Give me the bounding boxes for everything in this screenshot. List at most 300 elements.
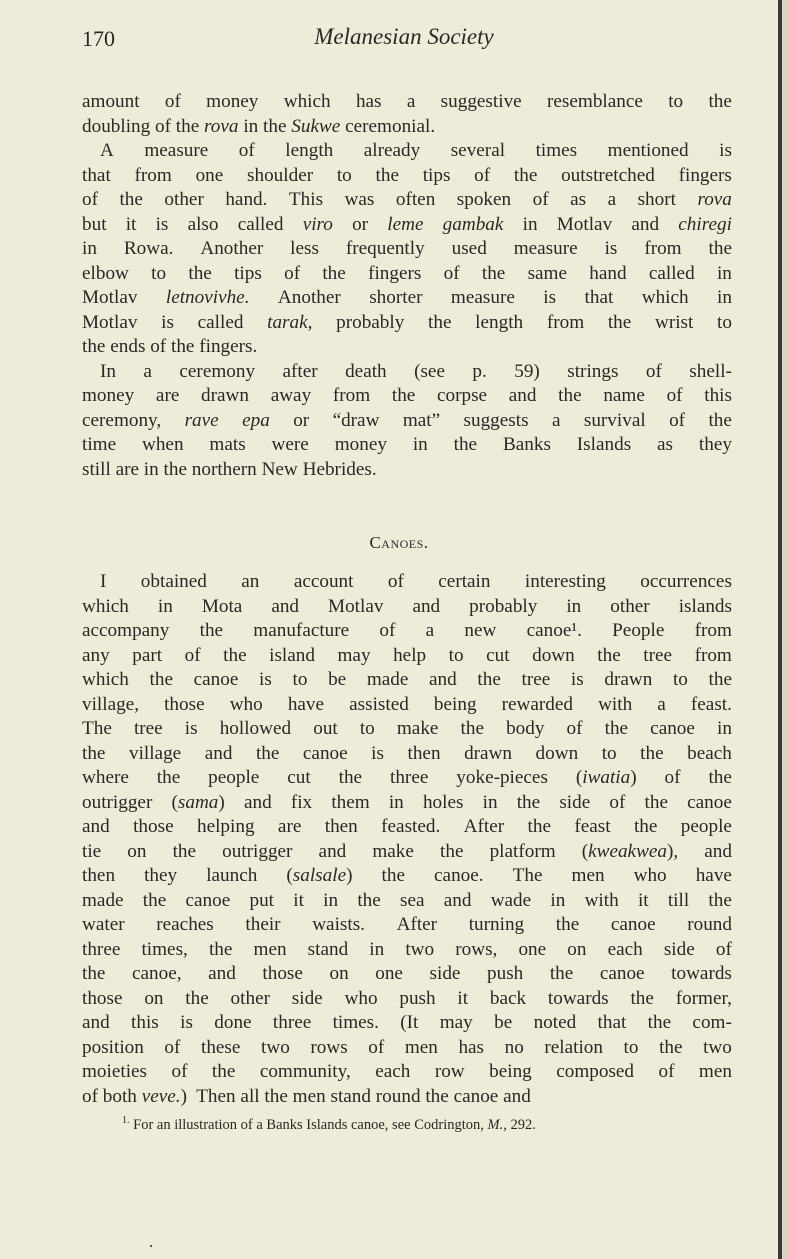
text-run: that xyxy=(82,164,111,186)
text-run: of xyxy=(645,360,662,382)
word xyxy=(667,384,683,409)
word xyxy=(679,164,732,189)
word xyxy=(82,864,115,889)
word xyxy=(699,433,732,458)
word xyxy=(676,987,732,1012)
text-run: towards xyxy=(547,987,609,1009)
word xyxy=(689,360,732,385)
text-run: position xyxy=(82,1036,144,1058)
word xyxy=(571,668,584,693)
word xyxy=(292,987,323,1012)
text-run: of xyxy=(164,91,181,112)
text-run: the xyxy=(558,385,582,406)
text-run: to xyxy=(448,644,464,666)
word xyxy=(646,360,662,385)
text-run: those xyxy=(133,816,174,837)
text-run: of xyxy=(368,1036,385,1058)
word xyxy=(82,840,101,865)
text-run: The xyxy=(82,718,112,739)
word xyxy=(390,766,428,791)
text-run: same xyxy=(527,262,568,284)
word xyxy=(605,237,618,262)
text-line xyxy=(82,237,732,262)
word xyxy=(269,644,315,669)
word xyxy=(556,1060,634,1085)
word xyxy=(673,668,688,693)
word xyxy=(517,791,540,816)
word xyxy=(196,164,224,189)
word xyxy=(608,311,631,336)
text-run: certain xyxy=(438,571,491,592)
word xyxy=(164,693,205,718)
text-run: less xyxy=(290,238,319,259)
text-run: length xyxy=(285,140,334,161)
text-run: make xyxy=(372,840,414,862)
text-run: wade xyxy=(490,889,532,911)
word xyxy=(400,1011,418,1036)
word xyxy=(525,570,606,595)
text-run: ceremony xyxy=(179,360,256,382)
word xyxy=(328,668,346,693)
word xyxy=(156,213,169,238)
italic-term: iwatia xyxy=(582,767,631,788)
text-run: from xyxy=(546,311,585,333)
text-run: to xyxy=(717,311,732,333)
text-run: length xyxy=(475,311,524,333)
word xyxy=(222,840,292,865)
text-run: assisted xyxy=(349,693,409,715)
text-run: also xyxy=(187,213,219,235)
word xyxy=(127,840,146,865)
text-run: the xyxy=(481,262,506,284)
text-run: in xyxy=(550,889,566,911)
text-run: which xyxy=(82,669,129,690)
word xyxy=(262,962,303,987)
word xyxy=(290,237,319,262)
word xyxy=(261,1036,290,1061)
word xyxy=(429,668,457,693)
word xyxy=(669,409,685,434)
text-run: feast. xyxy=(690,693,732,715)
word xyxy=(323,889,338,914)
word xyxy=(185,717,198,742)
text-run: ) xyxy=(630,767,637,788)
text-run: on xyxy=(329,963,349,984)
text-run: already xyxy=(363,140,421,161)
text-run: in the xyxy=(238,115,292,137)
text-run: probably xyxy=(336,311,405,333)
text-run: which xyxy=(82,595,129,617)
word xyxy=(400,889,425,914)
text-run: the xyxy=(211,1061,236,1082)
word xyxy=(271,595,299,620)
text-run: amount xyxy=(82,91,140,112)
text-run: of both xyxy=(82,1085,142,1107)
text-run: canoe xyxy=(650,718,695,739)
text-run: yoke-pieces xyxy=(456,767,548,788)
text-block-before xyxy=(82,90,732,482)
word xyxy=(514,360,540,385)
word xyxy=(82,384,134,409)
text-run: suggestive xyxy=(440,91,522,112)
text-run: men xyxy=(253,938,287,960)
text-run: several xyxy=(450,140,506,161)
word xyxy=(454,433,477,458)
text-run: put xyxy=(249,889,274,911)
word xyxy=(194,668,239,693)
word xyxy=(303,213,333,238)
text-run: death xyxy=(345,360,387,382)
word xyxy=(82,595,129,620)
text-run: drawn xyxy=(464,742,513,764)
word xyxy=(437,384,487,409)
word xyxy=(389,791,404,816)
text-run: mat” xyxy=(402,409,441,431)
text-run: is xyxy=(155,213,169,235)
word xyxy=(241,570,259,595)
word xyxy=(375,1060,410,1085)
text-run: spoken xyxy=(456,189,512,210)
word xyxy=(692,1011,731,1036)
word xyxy=(589,262,626,287)
text-run: were xyxy=(271,434,309,455)
text-run: A xyxy=(100,140,114,161)
text-run: with xyxy=(584,889,619,911)
text-run: name xyxy=(603,385,645,406)
word xyxy=(180,1011,193,1036)
word xyxy=(82,262,129,287)
word xyxy=(367,668,409,693)
text-run: on xyxy=(127,840,147,862)
text-run: in xyxy=(482,791,498,813)
italic-term: gambak xyxy=(442,213,504,235)
text-line xyxy=(82,570,732,595)
text-run: new xyxy=(464,620,497,641)
text-run: money xyxy=(334,434,387,455)
text-run: ) xyxy=(346,865,353,886)
text-run: outrigger xyxy=(222,840,293,862)
word xyxy=(671,962,732,987)
text-run: a xyxy=(607,189,617,210)
text-run: the xyxy=(513,164,538,186)
word xyxy=(82,1011,110,1036)
word xyxy=(201,1036,240,1061)
word xyxy=(360,717,375,742)
word xyxy=(634,864,667,889)
text-run: them xyxy=(331,791,370,813)
text-line xyxy=(82,433,732,458)
footnote xyxy=(122,1115,536,1134)
word xyxy=(407,90,416,115)
section-heading: Canoes. xyxy=(369,533,429,552)
word xyxy=(375,962,403,987)
word xyxy=(600,962,645,987)
word xyxy=(208,962,236,987)
word xyxy=(271,384,311,409)
text-run: frequently xyxy=(345,238,425,259)
scan-speck xyxy=(150,1245,152,1247)
word xyxy=(247,164,313,189)
text-run: the xyxy=(322,262,346,284)
text-run: probably xyxy=(469,595,538,617)
text-run: the xyxy=(208,938,233,960)
word xyxy=(489,1060,532,1085)
text-run: out xyxy=(313,718,338,739)
word xyxy=(393,644,426,669)
word xyxy=(598,693,632,718)
text-run: (see xyxy=(414,360,445,382)
text-run: the xyxy=(527,816,551,837)
text-run: short xyxy=(637,189,676,210)
word xyxy=(82,717,112,742)
text-run: is xyxy=(570,669,584,690)
word xyxy=(697,188,731,213)
text-run: the xyxy=(391,385,416,406)
italic-term: sama xyxy=(177,791,219,813)
text-run: This xyxy=(288,189,324,210)
text-run: the xyxy=(477,669,501,690)
text-run: to xyxy=(359,718,375,739)
word xyxy=(289,188,323,213)
word xyxy=(131,1011,159,1036)
word xyxy=(443,213,504,238)
text-run: down xyxy=(535,742,579,764)
word xyxy=(491,889,531,914)
text-run: a xyxy=(657,693,666,715)
text-run: hand xyxy=(589,262,627,284)
word xyxy=(584,409,646,434)
text-run: canoe xyxy=(610,914,656,935)
text-run: of xyxy=(184,644,201,666)
word xyxy=(457,987,468,1012)
text-run: make xyxy=(396,718,439,739)
text-line xyxy=(82,1011,732,1036)
text-run: rewarded xyxy=(501,693,573,715)
text-run: holes xyxy=(422,791,464,813)
text-run: the xyxy=(633,816,658,837)
word xyxy=(609,791,625,816)
text-run: ceremonial. xyxy=(340,115,436,137)
text-run: from xyxy=(694,644,732,666)
text-run: and xyxy=(82,1012,110,1033)
text-run: the xyxy=(142,889,167,911)
text-run: hollowed xyxy=(219,718,292,739)
word xyxy=(325,815,358,840)
italic-term: letnovivhe. xyxy=(165,287,250,308)
text-run: the xyxy=(149,669,173,690)
word xyxy=(585,889,619,914)
word xyxy=(185,409,219,434)
word xyxy=(291,791,312,816)
text-run: of xyxy=(379,620,396,641)
text-run: or xyxy=(293,409,310,431)
text-run: be xyxy=(328,669,347,690)
text-run: Motlav xyxy=(556,213,613,235)
word xyxy=(513,864,543,889)
text-run: have xyxy=(287,693,325,715)
text-run: three xyxy=(272,1012,312,1033)
text-run: times, xyxy=(141,938,188,960)
text-run: People xyxy=(612,620,665,641)
word xyxy=(201,384,249,409)
text-run: accompany xyxy=(82,620,170,641)
text-run: the xyxy=(375,164,399,186)
word xyxy=(172,791,225,816)
text-run: ( xyxy=(171,791,178,813)
word xyxy=(205,742,233,767)
text-run: the xyxy=(647,1012,672,1033)
text-run: shell- xyxy=(689,360,732,382)
text-run: tree xyxy=(133,718,163,739)
word xyxy=(352,213,368,238)
word xyxy=(399,987,435,1012)
word xyxy=(561,164,655,189)
word xyxy=(133,815,174,840)
text-run: moieties xyxy=(82,1061,148,1082)
word xyxy=(82,766,129,791)
text-run: done xyxy=(214,1012,252,1033)
text-run: from xyxy=(694,620,732,641)
word xyxy=(82,644,110,669)
word xyxy=(678,213,732,238)
word xyxy=(523,213,538,238)
text-run: often xyxy=(395,189,436,210)
text-run: the xyxy=(223,644,247,666)
text-line xyxy=(82,717,732,742)
word xyxy=(405,938,434,963)
word xyxy=(668,889,689,914)
word xyxy=(412,595,440,620)
word xyxy=(642,286,689,311)
text-line xyxy=(82,595,732,620)
word xyxy=(598,1011,627,1036)
word xyxy=(585,286,614,311)
text-run: Islands xyxy=(576,434,632,455)
italic-term: Sukwe xyxy=(291,115,341,137)
text-run: the xyxy=(156,767,181,788)
word xyxy=(254,938,287,963)
text-run: to xyxy=(292,669,308,690)
text-line xyxy=(82,286,732,311)
word xyxy=(451,139,505,164)
text-run: used xyxy=(451,238,487,259)
text-run: then xyxy=(82,865,116,886)
word xyxy=(132,962,182,987)
word xyxy=(408,742,441,767)
italic-term: salsale xyxy=(292,865,347,886)
text-run: the xyxy=(199,620,224,641)
word xyxy=(357,889,380,914)
italic-term: rova xyxy=(204,115,239,137)
text-run: After xyxy=(463,816,505,837)
text-run: these xyxy=(200,1036,241,1058)
text-run: and xyxy=(318,840,347,862)
text-run: side xyxy=(291,987,323,1009)
word xyxy=(570,188,586,213)
word xyxy=(603,384,645,409)
text-run: occurrences xyxy=(640,571,732,592)
word xyxy=(665,766,681,791)
text-run: feast xyxy=(574,816,611,837)
text-run: I xyxy=(100,571,107,592)
text-run: of xyxy=(666,385,683,406)
text-run: of xyxy=(669,409,686,431)
text-run: or xyxy=(352,213,369,235)
text-run: two xyxy=(261,1036,290,1058)
word xyxy=(521,668,550,693)
text-line xyxy=(82,164,732,189)
word xyxy=(282,360,317,385)
word xyxy=(345,987,378,1012)
text-line xyxy=(82,644,732,669)
word xyxy=(100,139,114,164)
text-run: canoe xyxy=(302,742,348,764)
text-run: the xyxy=(708,91,732,112)
word xyxy=(461,717,484,742)
word xyxy=(212,1060,235,1085)
word xyxy=(490,840,556,865)
italic-term: M. xyxy=(487,1116,504,1133)
text-run: as xyxy=(570,189,587,210)
word xyxy=(577,433,631,458)
text-run: of xyxy=(664,767,681,788)
text-run: those xyxy=(164,693,205,715)
text-run: in xyxy=(717,718,732,739)
word xyxy=(490,987,526,1012)
word xyxy=(368,262,421,287)
text-run: other xyxy=(610,595,650,617)
text-run: other xyxy=(230,987,270,1009)
word xyxy=(337,164,352,189)
text-run: Motlav xyxy=(82,287,138,308)
text-run: the xyxy=(640,742,664,764)
text-run: tie xyxy=(82,840,102,862)
word xyxy=(156,913,214,938)
text-run: to xyxy=(672,669,688,690)
text-line xyxy=(82,139,732,164)
text-run: platform xyxy=(489,840,556,862)
text-run: after xyxy=(282,360,318,382)
word xyxy=(223,644,246,669)
text-run: has xyxy=(458,1036,485,1058)
word xyxy=(509,384,537,409)
text-run: one xyxy=(375,963,403,984)
text-run: men xyxy=(404,1036,438,1058)
word xyxy=(256,742,279,767)
word xyxy=(150,668,173,693)
text-run: measure xyxy=(450,287,515,308)
text-run: ( xyxy=(286,865,293,886)
text-run: ), xyxy=(666,840,679,862)
word xyxy=(82,938,120,963)
text-run: measure xyxy=(513,238,578,259)
text-run: other xyxy=(164,189,204,210)
word xyxy=(650,717,695,742)
italic-term: leme xyxy=(387,213,424,235)
word xyxy=(198,311,244,336)
text-run: back xyxy=(489,987,527,1009)
text-run: in xyxy=(82,238,97,259)
word xyxy=(369,938,384,963)
word xyxy=(708,409,731,434)
text-run: men xyxy=(698,1061,732,1082)
word xyxy=(188,213,219,238)
word xyxy=(202,595,243,620)
text-run: those xyxy=(262,963,303,984)
word xyxy=(397,913,437,938)
word xyxy=(536,742,579,767)
text-line xyxy=(82,335,732,360)
